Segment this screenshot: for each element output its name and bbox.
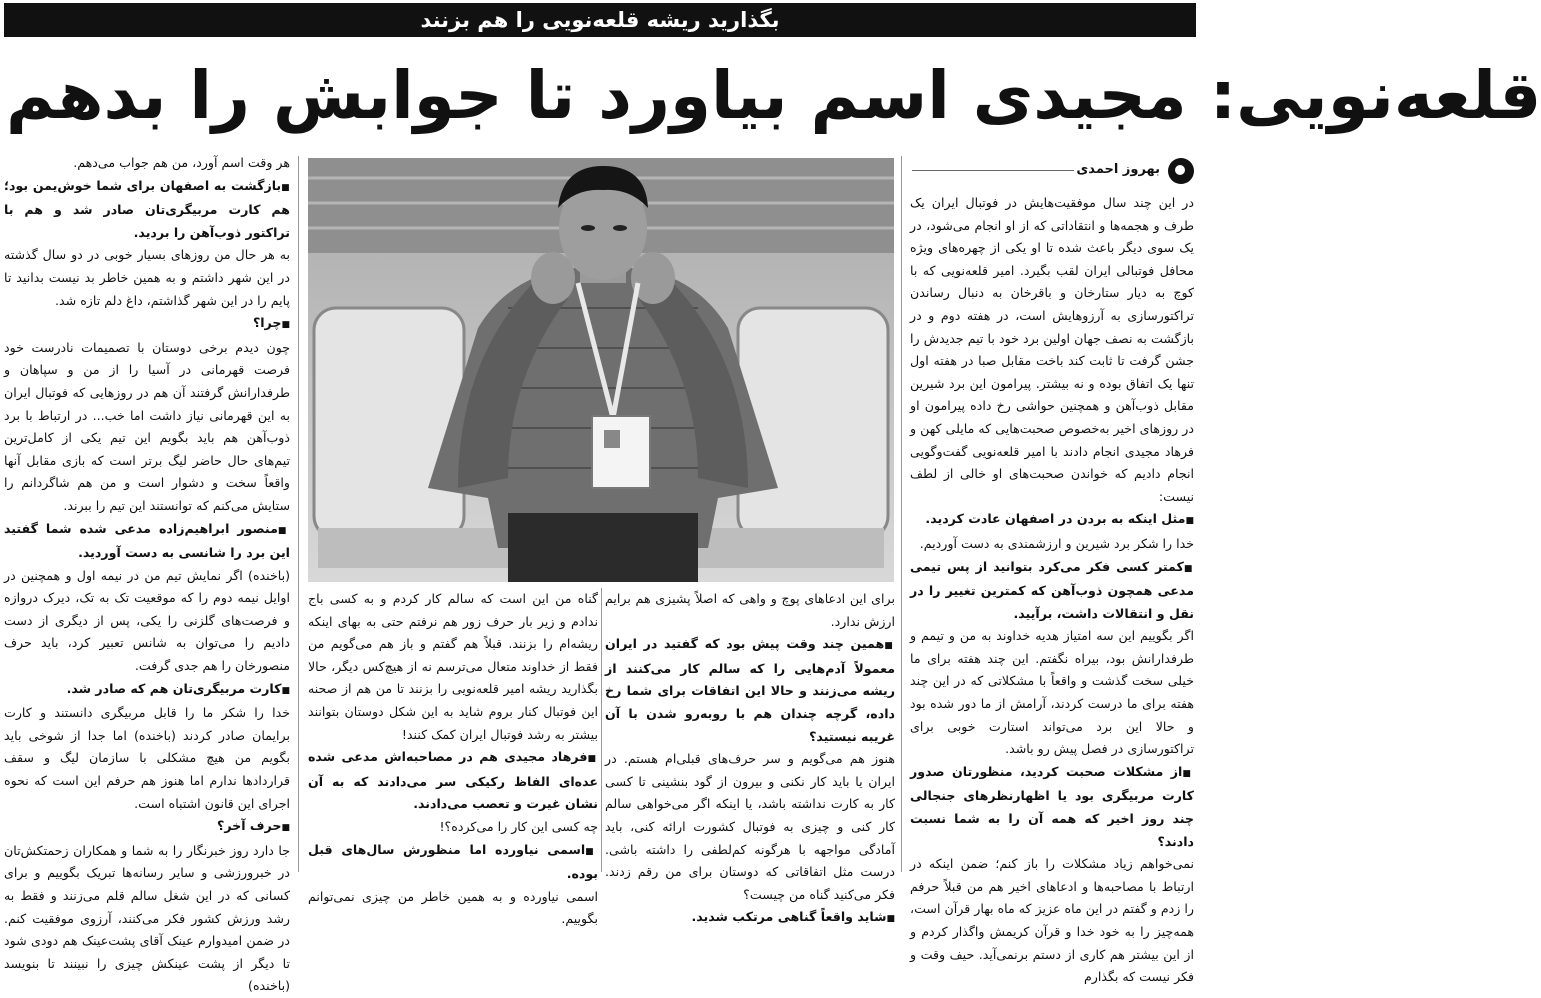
answer: هر وقت اسم آورد، من هم جواب می‌دهم. [73, 155, 290, 170]
question: ■ منصور ابراهیم‌زاده مدعی شده شما گفتید این برد را شانسی به دست آوردید. [4, 518, 290, 565]
answer: جا دارد روز خبرنگار را به شما و همکاران زحمتکش‌تان در خبرورزشی و سایر رسانه‌ها تبریک بگوییم و برای کسانی که در این شغل سالم قلم می‌زنند و فقط به رشد ورزش کشور فکر می‌کنند، آرزوی موفقیت کنم. در ضمن امیدوارم عینک آقای پشت‌عینک هم دودی شود تا دیگر از پشت عینکش چیزی را نبینند تا بنویسد (باخنده) [4, 842, 290, 994]
intro-paragraph: در این چند سال موفقیت‌هایش در فوتبال ایران یک طرف و هجمه‌ها و انتقاداتی که از او انجام می‌شود، در یک سوی دیگر باعث شده تا او یکی از چهره‌های ویژه محافل فوتبالی ایران لقب بگیرد. امیر قلعه‌نویی که با کوچ به دیار ستارخان و باقرخان به دنبال رساندن تراکتورسازی به آرزوهایش است، در هفته دوم و در بازگشت به نصف جهان اولین برد خود با تیم جدیدش را جشن گرفت تا ثابت کند باخت مقابل صبا در هفته اول تنها یک اتفاق بوده و نه بیشتر. پیرامون این برد شیرین مقابل ذوب‌آهن و همچنین حواشی رخ داده پیرامون او در روزهای اخیر به‌خصوص صحبت‌هایی که مایلی کهن و فرهاد مجیدی انجام دادند با امیر قلعه‌نویی گفت‌وگویی انجام دادیم که خواندن صحبت‌های او خالی از لطف نیست: [910, 195, 1194, 504]
answer: نمی‌خواهم زیاد مشکلات را باز کنم؛ ضمن اینکه در ارتباط با مصاحبه‌ها و ادعاهای اخیر هم من قبلاً حرفم را زدم و گفتم در این ماه عزیز که ماه بهار قرآن است، همه‌چیز را به خود خدا و قرآن کریمش واگذار کردم و از این بیشتر هم کاری از دستم برنمی‌آید. حیف وقت و فکر نیست که بگذارم [910, 856, 1194, 985]
coach-photo [308, 158, 894, 582]
question: ■ حرف آخر؟ [4, 815, 290, 840]
answer: (باخنده) اگر نمایش تیم من در نیمه اول و همچنین در اوایل نیمه دوم را که موقعیت تک به تک، دیرک دروازه و فرصت‌های گلزنی را یکی، پس از دیگری از دست دادیم را می‌توان به شانس تعبیر کرد، باید حرف منصورخان را هم جدی گرفت. [4, 567, 290, 674]
article-column-4 [4, 152, 290, 994]
question: ■ اسمی نیاورده اما منظورش سال‌های قبل بوده. [308, 839, 598, 886]
question: ■ از مشکلات صحبت کردید، منظورتان صدور کارت مربیگری بود یا اظهارنظرهای جنجالی چند روز اخیر که همه آن را به شما نسبت دادند؟ [910, 761, 1194, 853]
question: ■ کارت مربیگری‌تان هم که صادر شد. [4, 678, 290, 703]
question: ■ فرهاد مجیدی هم در مصاحبه‌اش مدعی شده عده‌ای الفاظ رکیکی سر می‌دادند که به آن نشان غیرت و تعصب می‌دادند. [308, 746, 598, 816]
answer: خدا را شکر ما را قابل مربیگری دانستند و کارت برایمان صادر کردند (باخنده) اما جدا از شوخی باید بگویم من هیچ مشکلی با سازمان لیگ و سقف قراردادها ندارم اما هنوز هم حرفم این است که نحوه اجرای این قانون اشتباه است. [4, 705, 290, 811]
article-column-1 [910, 192, 1194, 985]
byline [908, 156, 1194, 186]
answer: اگر بگوییم این سه امتیاز هدیه خداوند به من و تیمم و طرفدارانش بود، بیراه نگفتم. این چند هفته برای ما خیلی سخت گذشت و واقعاً با مشکلاتی که در این چند هفته برای ما درست کردند، آرامش از ما دور شده بود و حالا این برد می‌تواند استارت خوبی برای تراکتورسازی در فصل پیش رو باشد. [910, 628, 1194, 757]
question: ■ چرا؟ [4, 312, 290, 337]
column-rule [298, 156, 299, 872]
byline-rule [912, 170, 1074, 171]
kicker-banner: بگذارید ریشه قلعه‌نویی را هم بزنند [4, 3, 1196, 37]
answer: هنوز هم می‌گویم و سر حرف‌های قبلی‌ام هستم. در ایران یا باید کار نکنی و بیرون از گود بنشینی تا کسی کار به کارت نداشته باشد، یا اینکه اگر می‌خواهی سالم کار کنی و چیزی به فوتبال کشورت ارائه کنی، باید آمادگی مواجهه با هرگونه کم‌لطفی را داشته باشی. درست مثل اتفاقاتی که دوستان برای من رقم زدند. فکر می‌کنید گناه من چیست؟ [605, 751, 895, 902]
author-name: بهروز احمدی [1076, 162, 1160, 177]
article-column-3 [308, 588, 598, 927]
question: ■ کمتر کسی فکر می‌کرد بتوانید از پس تیمی مدعی همچون ذوب‌آهن که کمترین تغییر را در نقل و انتقالات داشت، برآیید. [910, 556, 1194, 626]
question: ■ شاید واقعاً گناهی مرتکب شدید. [605, 906, 895, 931]
answer: چون دیدم برخی دوستان با تصمیمات نادرست خود فرصت قهرمانی در آسیا را از من و سپاهان و طرفدارانش گرفتند آن هم در روزهایی که فوتبال ایران به این قهرمانی نیاز داشت اما خب... در ارتباط با برد ذوب‌آهن هم باید بگویم این تیم یکی از کامل‌ترین تیم‌های حال حاضر لیگ برتر است که بازی مقابل آنها واقعاً سخت و دشوار است و من هم شاگردانم را ستایش می‌کنم که توانستند این تیم را ببرند. [4, 339, 290, 513]
answer: خدا را شکر برد شیرین و ارزشمندی به دست آوردیم. [919, 535, 1194, 551]
answer: برای این ادعاهای پوچ و واهی که اصلاً پشیزی هم برایم ارزش ندارد. [605, 591, 895, 629]
answer: اسمی نیاورده و به همین خاطر من چیزی نمی‌توانم بگوییم. [308, 888, 598, 927]
question: ■ بازگشت به اصفهان برای شما خوش‌یمن بود؛ هم کارت مربیگری‌تان صادر شد و هم با تراکتور ذوب‌آهن را بردید. [4, 175, 290, 245]
question: ■ مثل اینکه به بردن در اصفهان عادت کردید. [910, 508, 1194, 533]
question: ■ همین چند وقت پیش بود که گفتید در ایران معمولاً آدم‌هایی را که سالم کار می‌کنند از ریشه می‌زنند و حالا این اتفاقات برای شما رخ داده، گرچه چندان هم با روبه‌رو شدن با آن غریبه نیستید؟ [605, 633, 895, 748]
answer: چه کسی این کار را می‌کرده؟! [439, 818, 598, 834]
coach-illustration [308, 158, 894, 582]
football-icon [1168, 158, 1194, 184]
answer: گناه من این است که سالم کار کردم و به کسی باج ندادم و زیر بار حرف زور هم نرفتم حتی به بهای اینکه ریشه‌ام را بزنند. قبلاً هم گفتم و باز هم می‌گویم من فقط از خداوند متعال می‌ترسم نه از هیچ‌کس دیگر، حالا بگذارید ریشه امیر قلعه‌نویی را بزنند تا من هم از صحنه این فوتبال کنار بروم شاید به این شکل دوستان بتوانند بیشتر به رشد فوتبال ایران کمک کنند! [308, 591, 598, 742]
article-column-2 [605, 588, 895, 925]
column-rule [901, 156, 902, 872]
column-rule [601, 588, 602, 872]
headline: قلعه‌نویی: مجیدی اسم بیاورد تا جوابش را بدهم [6, 57, 1541, 134]
answer: به هر حال من روزهای بسیار خوبی در دو سال گذشته در این شهر داشتم و به همین خاطر بد نیست بدانید تا پایم را در این شهر گذاشتم، داغ دلم تازه شد. [4, 247, 290, 308]
